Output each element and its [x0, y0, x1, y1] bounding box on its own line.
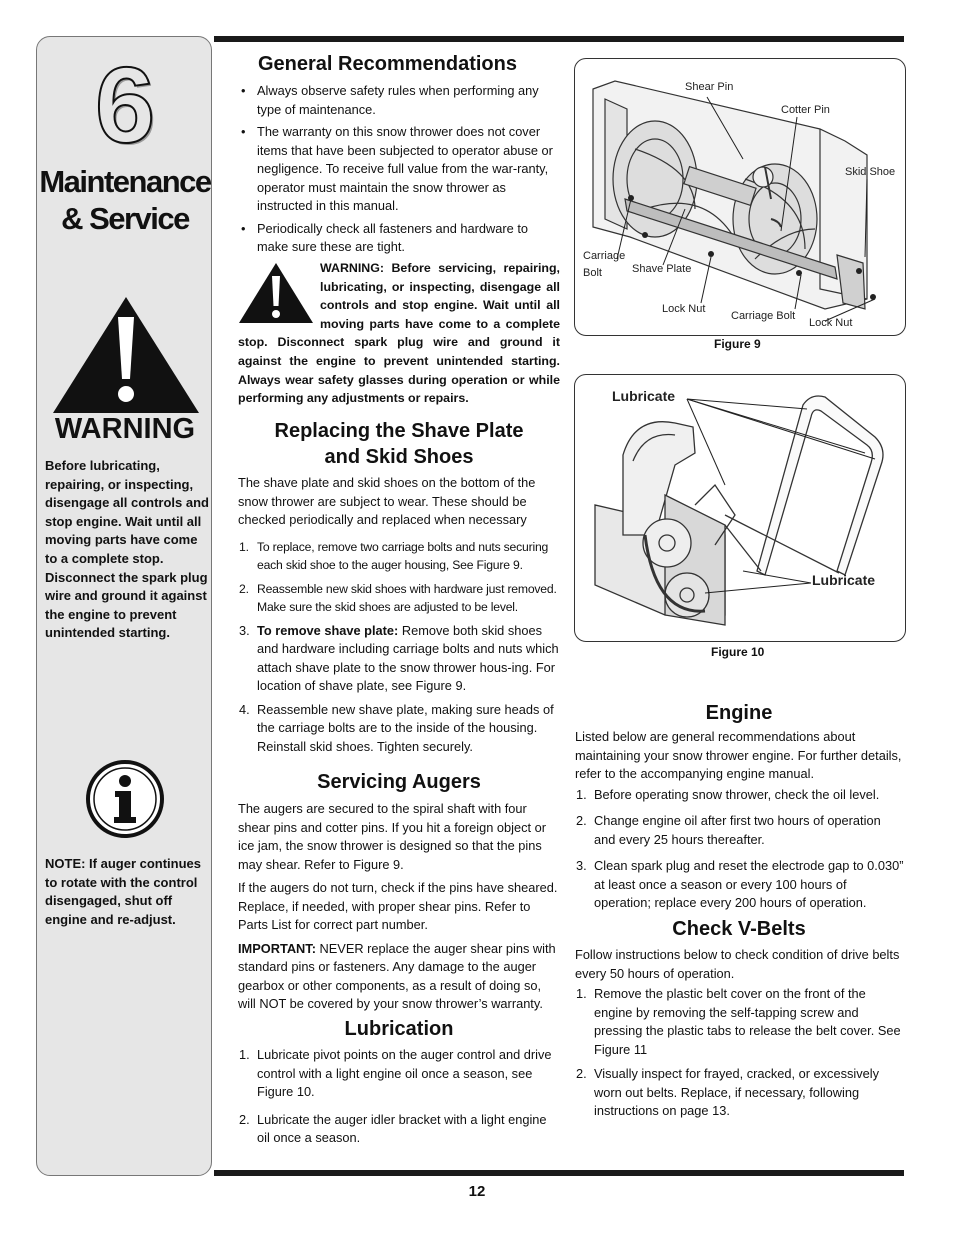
lubrication-body [238, 1046, 560, 1153]
lubrication-heading: Lubrication [344, 1018, 454, 1040]
chapter-title-line2: & Service [61, 201, 189, 236]
engine-steps [575, 786, 905, 913]
general-recommendations-body [238, 82, 560, 261]
chapter-title [37, 163, 213, 237]
label-lock-nut: Lock Nut [809, 317, 853, 329]
augers-important: IMPORTANT: NEVER replace the auger shear pins with standard pins or fasteners. Any damage to the auger gearbox or other components, as a result of doing so, will NOT be covered by your snow thrower’s warranty. [238, 940, 556, 1011]
lubrication-step: 1. Lubricate pivot points on the auger control and drive control with a light engine oil once a season, see Figure 10. [239, 1047, 552, 1099]
snow-thrower-handle-illustration [575, 375, 905, 641]
label-carriage-bolt-2nd-line: Bolt [583, 267, 602, 279]
figure-9-caption: Figure 9 [714, 337, 761, 351]
shave-plate-heading-line2: and Skid Shoes [324, 446, 474, 468]
shave-plate-heading [238, 418, 560, 470]
label-skid-shoe: Skid Shoe [845, 166, 896, 178]
figure-10-box [574, 374, 906, 642]
general-bullet: • Periodically check all fasteners and hardware to make sure these are tight. [238, 220, 560, 257]
chapter-number: 6 [94, 44, 156, 165]
engine-heading: Engine [705, 702, 773, 724]
general-bullet-list [238, 82, 560, 257]
check-vbelts-body [575, 946, 905, 1126]
label-cotter-pin: Cotter Pin [781, 104, 830, 116]
engine-step: 1. Before operating snow thrower, check the oil level. [576, 786, 880, 802]
vbelts-steps [575, 985, 905, 1121]
augers-paragraph: If the augers do not turn, check if the pins have sheared. Replace, if needed, with proper shear pins. Refer to Parts List for correct part number. [238, 880, 558, 932]
general-bullet: • Always observe safety rules when performing any type of maintenance. [238, 82, 560, 119]
lubrication-steps [238, 1046, 560, 1148]
shave-plate-body [238, 474, 560, 761]
engine-step: 2. Change engine oil after first two hours of operation and every 25 hours thereafter. [576, 813, 881, 847]
general-warning-box [238, 259, 560, 408]
general-bullet: • The warranty on this snow thrower does not cover items that have been subjected to operator abuse or negligence. To receive full value from the war-ranty, operator must maintain the snow thrower as instructed in this manual. [238, 123, 560, 216]
label-carriage-bolt: Carriage [583, 250, 626, 262]
label-shave-plate: Shave Plate [632, 263, 692, 275]
general-recommendations-heading: General Recommendations [258, 53, 517, 75]
engine-step: 3. Clean spark plug and reset the electrode gap to 0.030” at least once a season or every 100 hours of operation; replace every 200 hours of operation. [576, 858, 904, 910]
info-icon [85, 759, 165, 839]
vbelts-intro: Follow instructions below to check condition of drive belts every 50 hours of operation. [575, 947, 900, 981]
label-shear-pin: Shear Pin [685, 81, 734, 93]
figure-10-caption: Figure 10 [711, 645, 765, 659]
sidebar [36, 36, 212, 1176]
label-lubricate: Lubricate [812, 572, 876, 588]
general-warning-text: WARNING: Before servicing, repairing, lubricating, or inspecting, disengage all controls and stop engine. Wait until all moving parts have come to a complete stop. Disconnect spark plug wire and ground it against the engine to prevent unintended starting. Always wear safety glasses during operation or while performing any adjustments or repairs. [238, 261, 560, 406]
shave-plate-intro: The shave plate and skid shoes on the bottom of the snow thrower are subject to wear. These should be checked periodically and replaced when necessary [238, 475, 536, 527]
warning-heading: WARNING [54, 413, 196, 445]
top-rule [214, 36, 904, 42]
page-number: 12 [468, 1183, 486, 1200]
augers-paragraph: The augers are secured to the spiral shaft with four shear pins and cotter pins. If you hit a foreign object or ice jam, the snow thrower is designed so that the pins may shear. Refer to Figure 9. [238, 801, 547, 872]
shave-plate-step: 2. Reassemble new skid shoes with hardware just removed. Make sure the skid shoes are adjusted to be level. [239, 581, 557, 614]
chapter-title-line1: Maintenance [39, 164, 211, 199]
figure-9-box [574, 58, 906, 336]
servicing-augers-body [238, 800, 560, 1019]
sidebar-note-text: NOTE: If auger continues to rotate with the control disengaged, shut off engine and re-adjust. [45, 856, 202, 927]
engine-body [575, 728, 905, 918]
vbelts-step: 1. Remove the plastic belt cover on the front of the engine by removing the self-tapping screw and pressing the plastic tabs to release the belt cover. See Figure 11 [576, 986, 901, 1057]
shave-plate-steps [238, 538, 560, 757]
sidebar-warning-text: Before lubricating, repairing, or inspecting, disengage all controls and stop engine. Wait until all moving parts have come to a complete stop. Disconnect the spark plug wire and ground it against the engine to prevent unintended starting. [45, 458, 209, 641]
vbelts-step: 2. Visually inspect for frayed, cracked, or excessively worn out belts. Replace, if necessary, following instructions on page 13. [576, 1066, 879, 1118]
engine-intro: Listed below are general recommendations about maintaining your snow thrower engine. For further details, refer to the accompanying engine manual. [575, 729, 902, 781]
warning-triangle-icon [51, 295, 201, 415]
label-lock-nut: Lock Nut [662, 303, 706, 315]
shave-plate-heading-line1: Replacing the Shave Plate [274, 420, 524, 442]
servicing-augers-heading: Servicing Augers [317, 771, 481, 793]
shave-plate-step: 1. To replace, remove two carriage bolts and nuts securing each skid shoe to the auger housing, See Figure 9. [239, 539, 549, 572]
shave-plate-step: 4. Reassemble new shave plate, making sure heads of the carriage bolts are to the inside of the housing. Reinstall skid shoes. Tighten securely. [239, 701, 554, 754]
check-vbelts-heading: Check V-Belts [672, 918, 806, 940]
lubrication-step: 2. Lubricate the auger idler bracket with a light engine oil once a season. [239, 1111, 547, 1145]
label-carriage-bolt: Carriage Bolt [731, 310, 796, 322]
bottom-rule [214, 1170, 904, 1176]
shave-plate-step: 3. To remove shave plate: Remove both skid shoes and hardware including carriage bolts and nuts which attach shave plate to the snow thrower hous-ing. For location of shave plate, see Figure 9. [239, 622, 559, 693]
label-lubricate: Lubricate [612, 388, 676, 404]
auger-housing-illustration [575, 59, 905, 335]
